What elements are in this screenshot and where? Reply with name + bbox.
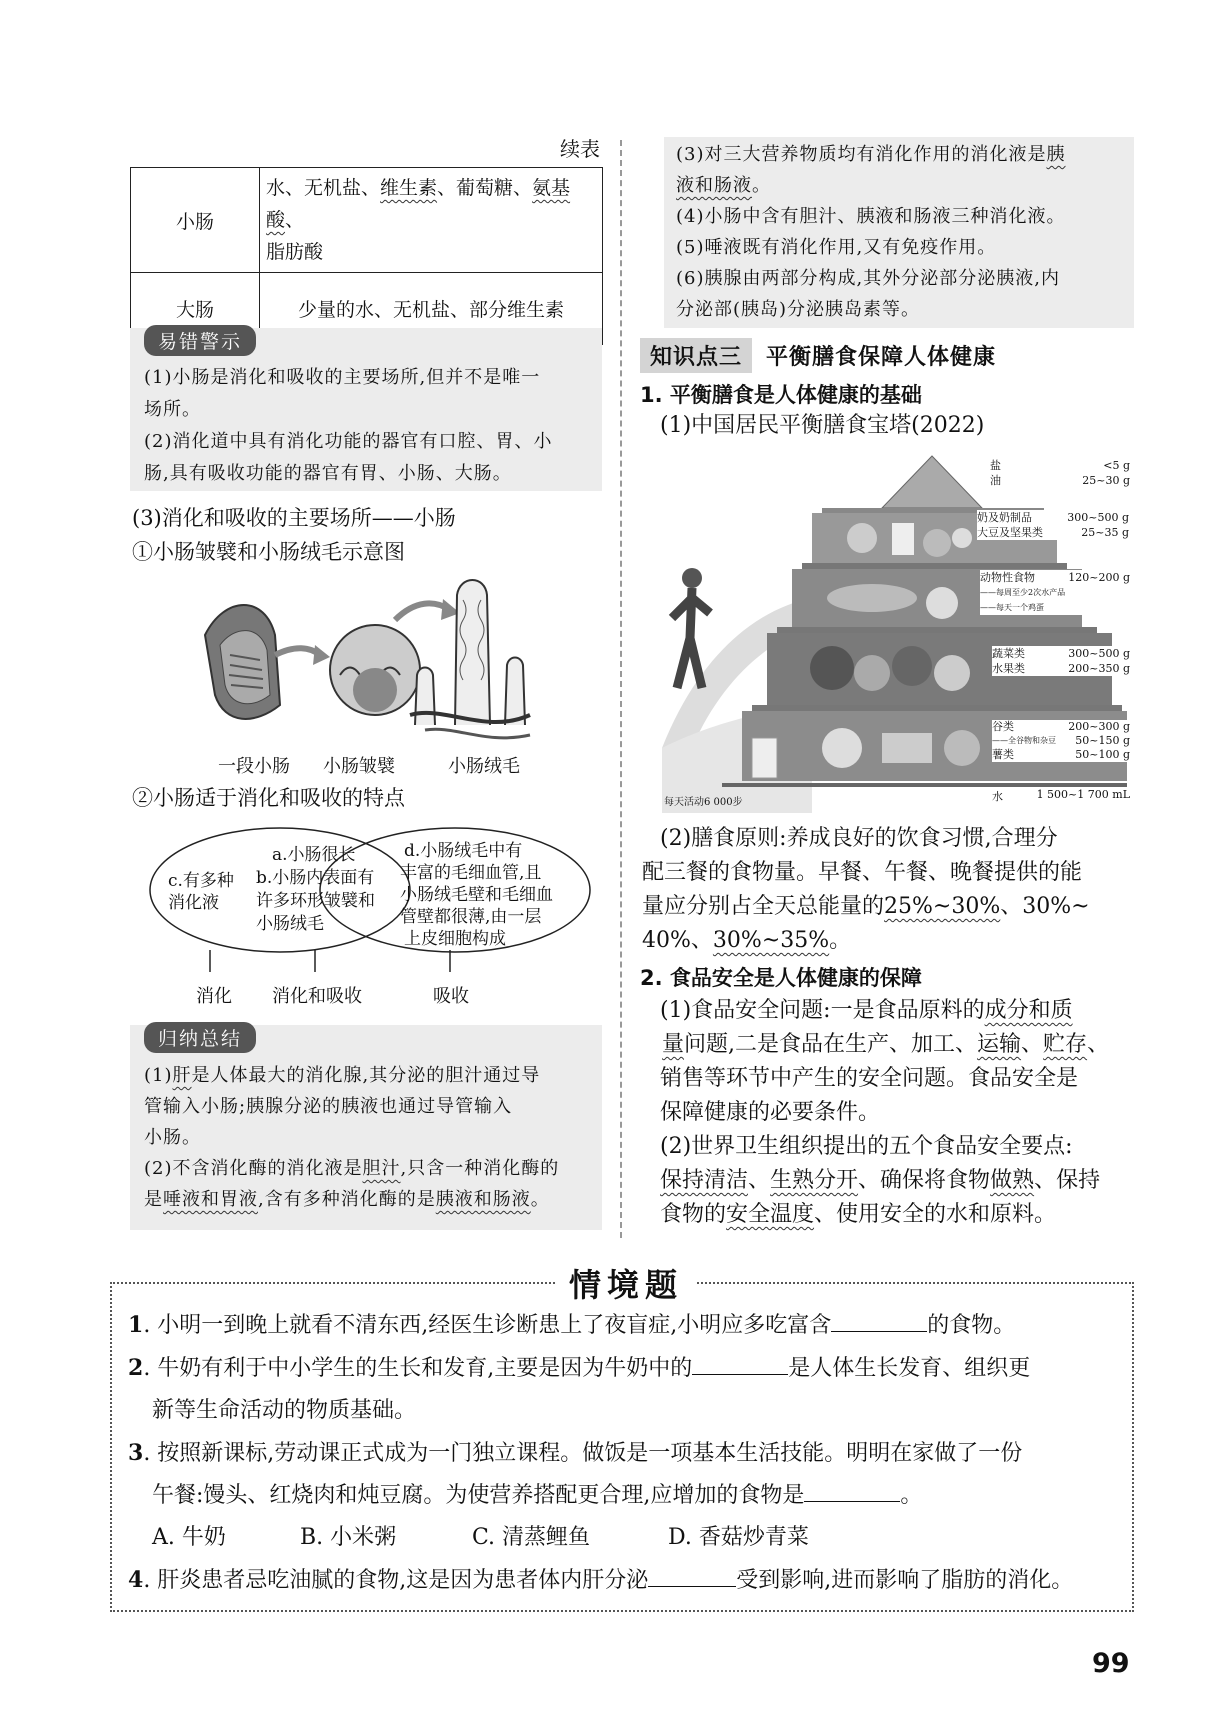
answer-blank[interactable] — [648, 1586, 736, 1587]
content-vitamin: 维生素 — [380, 177, 438, 199]
answer-dinner: 30%~35% — [712, 928, 830, 953]
pyramid-level-1 — [990, 458, 1130, 488]
safety-line — [660, 994, 1140, 1028]
answer-pancreatic-intestinal: 胰液和肠液 — [435, 1189, 531, 1210]
section3-heading: (3)消化和吸收的主要场所——小肠 — [132, 506, 456, 530]
food-note: ——全谷物和杂豆 — [992, 736, 1056, 745]
warning-box — [130, 328, 602, 491]
safety-line: (2)世界卫生组织提出的五个食品安全要点: — [660, 1134, 1073, 1159]
answer-bile: 胆汁 — [362, 1158, 401, 1179]
answer-quality: 量 — [662, 1032, 685, 1057]
venn-left — [168, 870, 234, 914]
venn-label-digestion: 消化 — [196, 986, 232, 1007]
option-d[interactable]: D. 香菇炒青菜 — [668, 1525, 809, 1550]
pyramid-activity: 每天活动6 000步 — [664, 797, 743, 808]
question-3-options — [128, 1517, 1128, 1559]
water-label: 水 — [992, 790, 1003, 803]
page-number: 99 — [1092, 1648, 1130, 1679]
text-part: 。 — [829, 928, 852, 953]
answer-breakfast: 25%~30% — [884, 894, 1001, 919]
answer-transport: 运输 — [977, 1032, 1022, 1057]
question-number: 1 — [128, 1312, 144, 1338]
pyramid-level-3 — [980, 570, 1130, 615]
text-part: 问题,二是食品在生产、加工、 — [684, 1032, 978, 1057]
content-part: 水、无机盐、 — [266, 177, 381, 199]
venn-right-line: 小肠绒毛壁和毛细血 — [400, 885, 553, 905]
question-number: 4 — [128, 1567, 144, 1593]
warning-tag — [144, 325, 256, 356]
venn-right-line: d.小肠绒毛中有 — [404, 841, 523, 861]
table-cell-content — [260, 168, 603, 273]
text-part: 、 — [1021, 1032, 1044, 1057]
section3-sub1: ①小肠皱襞和小肠绒毛示意图 — [132, 540, 405, 564]
food-amount: 50~150 g — [1075, 734, 1130, 747]
content-amino: 氨基酸 — [266, 177, 571, 231]
knowledge-heading — [640, 337, 996, 373]
answer-temperature: 安全温度 — [726, 1202, 815, 1227]
table-cell-organ: 小肠 — [131, 168, 260, 273]
answer-pancreatic-intestinal: 液和肠液 — [676, 175, 752, 196]
answer-cooked: 做熟 — [990, 1168, 1035, 1193]
scenario-questions — [128, 1304, 1128, 1602]
question-3-cont — [128, 1475, 1128, 1517]
text-part: 量应分别占全天总能量的 — [642, 894, 885, 919]
venn-mid-line: 许多环形皱襞和 — [256, 891, 375, 911]
question-2 — [128, 1347, 1128, 1390]
diet-line: (2)膳食原则:养成良好的饮食习惯,合理分 — [660, 826, 1058, 851]
intestine-illustration — [185, 575, 595, 755]
food-amount: 50~100 g — [1075, 748, 1130, 761]
notes-line: (6)胰腺由两部分构成,其外分泌部分泌胰液,内 — [676, 268, 1060, 289]
summary-line — [144, 1153, 599, 1184]
venn-right — [400, 840, 553, 950]
answer-blank[interactable] — [804, 1501, 900, 1502]
answer-separate: 生熟分开 — [770, 1168, 859, 1193]
knowledge-sub1: (1)中国居民平衡膳食宝塔(2022) — [660, 413, 985, 438]
diet-line — [642, 924, 1140, 958]
food-name: 谷类 — [992, 720, 1014, 733]
venn-right-line: 丰富的毛细血管,且 — [400, 863, 542, 883]
answer-composition: 成分和质 — [984, 998, 1073, 1023]
food-name: 水果类 — [992, 662, 1025, 675]
venn-label-both: 消化和吸收 — [272, 986, 362, 1007]
table-cell-content: 少量的水、无机盐、部分维生素 — [260, 273, 603, 345]
venn-mid-line: a.小肠很长 — [272, 845, 356, 865]
text-part: 、使用安全的水和原料。 — [814, 1202, 1057, 1227]
question-text: . 小明一到晚上就看不清东西,经医生诊断患上了夜盲症,小明应多吃富含 — [143, 1313, 832, 1338]
food-note: ——每天一个鸡蛋 — [980, 603, 1044, 612]
diet-line: 配三餐的食物量。早餐、午餐、晚餐提供的能 — [642, 860, 1083, 885]
summary-line: 管输入小肠;胰腺分泌的胰液也通过导管输入 — [144, 1096, 513, 1117]
heading-text: . 平衡膳食是人体健康的基础 — [654, 383, 922, 407]
notes-line — [676, 170, 1131, 201]
safety-line: 销售等环节中产生的安全问题。食品安全是 — [660, 1066, 1079, 1091]
food-name: 大豆及坚果类 — [977, 526, 1043, 539]
food-name: 薯类 — [992, 748, 1014, 761]
fig-label: 小肠皱襞 — [323, 756, 395, 777]
question-text: . 牛奶有利于中小学生的生长和发育,主要是因为牛奶中的 — [143, 1356, 693, 1381]
question-text: 的食物。 — [927, 1313, 1016, 1338]
venn-left-line: 消化液 — [168, 893, 219, 913]
food-amount: 25~35 g — [1081, 526, 1129, 539]
food-amount: 120~200 g — [1068, 571, 1130, 584]
venn-mid — [256, 844, 375, 936]
food-amount: 300~500 g — [1067, 511, 1129, 524]
question-4 — [128, 1559, 1128, 1602]
question-text: 受到影响,进而影响了脂肪的消化。 — [736, 1568, 1074, 1593]
food-name: 油 — [990, 474, 1001, 487]
venn-right-line: 上皮细胞构成 — [404, 929, 506, 949]
water-amount: 1 500~1 700 mL — [1036, 788, 1130, 801]
venn-left-line: c.有多种 — [168, 871, 234, 891]
nutrient-table — [130, 167, 603, 345]
notes-line: (4)小肠中含有胆汁、胰液和肠液三种消化液。 — [676, 206, 1066, 227]
food-amount: 300~500 g — [1068, 647, 1130, 660]
diet-line — [642, 890, 1140, 924]
question-number: 3 — [128, 1440, 144, 1466]
text-part: 、30%~ — [1000, 894, 1090, 919]
answer-pancreatic: 胰 — [1046, 144, 1066, 165]
option-c[interactable]: C. 清蒸鲤鱼 — [472, 1525, 591, 1550]
food-name: 盐 — [990, 459, 1001, 472]
heading-number: 2 — [640, 966, 655, 990]
text-part: 、 — [690, 928, 713, 953]
diet-pyramid — [662, 448, 1132, 813]
text-part: 40% — [642, 928, 691, 953]
warning-line: 场所。 — [144, 399, 201, 420]
food-name: 动物性食物 — [980, 571, 1035, 584]
fig-label: 一段小肠 — [218, 756, 290, 777]
venn-mid-line: b.小肠内表面有 — [256, 868, 375, 888]
answer-saliva-gastric: 唾液和胃液 — [163, 1189, 258, 1210]
summary-line: 小肠。 — [144, 1127, 201, 1148]
text-part: 、 — [748, 1168, 771, 1193]
venn-mid-line: 小肠绒毛 — [256, 914, 324, 934]
scenario-title: 情境题 — [555, 1260, 697, 1306]
text-part: ,含有多种消化酶的是 — [258, 1189, 436, 1210]
fig-label: 小肠绒毛 — [448, 756, 520, 777]
diet-principle — [642, 822, 1140, 958]
content-part: 、 — [285, 209, 305, 231]
notes-box — [664, 137, 1134, 328]
food-note: ——每周至少2次水产品 — [980, 588, 1066, 597]
pyramid-level-2 — [977, 510, 1129, 540]
summary-line — [144, 1184, 599, 1215]
section3-sub2: ②小肠适于消化和吸收的特点 — [132, 786, 405, 810]
text-part: ,只含一种消化酶的 — [400, 1158, 560, 1179]
heading-text: . 食品安全是人体健康的保障 — [654, 966, 922, 990]
food-safety-body — [660, 994, 1140, 1232]
table-row — [131, 168, 603, 273]
food-name: 奶及奶制品 — [977, 511, 1032, 524]
heading-number: 1 — [640, 383, 655, 407]
answer-blank[interactable] — [692, 1374, 788, 1375]
pyramid-level-5 — [992, 720, 1130, 762]
text-part: (1)食品安全问题:一是食品原料的 — [660, 998, 985, 1023]
pyramid-level-4 — [992, 646, 1130, 676]
summary-line — [144, 1060, 599, 1091]
safety-line — [662, 1028, 1140, 1062]
continued-label: 续表 — [560, 137, 600, 161]
question-text: 。 — [900, 1483, 923, 1508]
food-amount: 200~350 g — [1068, 662, 1130, 675]
notes-line — [676, 139, 1131, 170]
food-amount: <5 g — [1103, 459, 1130, 472]
food-amount: 25~30 g — [1082, 474, 1130, 487]
question-number: 2 — [128, 1355, 144, 1381]
text-part: 、保持 — [1034, 1168, 1101, 1193]
pyramid-water — [992, 788, 1130, 804]
venn-right-line: 管壁都很薄,由一层 — [400, 907, 542, 927]
safety-line — [660, 1198, 1140, 1232]
notes-line: (5)唾液既有消化作用,又有免疫作用。 — [676, 237, 997, 258]
warning-line: (2)消化道中具有消化功能的器官有口腔、胃、小 — [144, 431, 553, 452]
question-text: . 按照新课标,劳动课正式成为一门独立课程。做饭是一项基本生活技能。明明在家做了一份 — [143, 1441, 1023, 1466]
food-name: 蔬菜类 — [992, 647, 1025, 660]
question-text: . 肝炎患者忌吃油腻的食物,这是因为患者体内肝分泌 — [143, 1568, 649, 1593]
answer-liver: 肝 — [172, 1065, 192, 1086]
option-b[interactable]: B. 小米粥 — [300, 1525, 397, 1550]
question-text: 午餐:馒头、红烧肉和炖豆腐。为使营养搭配更合理,应增加的食物是 — [152, 1483, 805, 1508]
text-part: 食物的 — [660, 1202, 727, 1227]
warning-line: 肠,具有吸收功能的器官有胃、小肠、大肠。 — [144, 463, 512, 484]
option-a[interactable]: A. 牛奶 — [152, 1525, 226, 1550]
summary-box — [130, 1025, 602, 1230]
warning-tag-label: 易错警示 — [144, 325, 256, 356]
question-3 — [128, 1432, 1128, 1475]
food-amount: 200~300 g — [1068, 720, 1130, 733]
answer-clean: 保持清洁 — [660, 1168, 749, 1193]
notes-line: 分泌部(胰岛)分泌胰岛素等。 — [676, 299, 921, 320]
safety-line: 保障健康的必要条件。 — [660, 1100, 881, 1125]
summary-tag-label: 归纳总结 — [144, 1022, 256, 1053]
warning-line: (1)小肠是消化和吸收的主要场所,但并不是唯一 — [144, 367, 541, 388]
text-part: (1) — [144, 1065, 173, 1086]
text-part: (2)不含消化酶的消化液是 — [144, 1158, 363, 1179]
text-part: 。 — [530, 1189, 550, 1210]
summary-tag — [144, 1022, 256, 1053]
text-part: (3)对三大营养物质均有消化作用的消化液是 — [676, 144, 1047, 165]
text-part: 是人体最大的消化腺,其分泌的胆汁通过导 — [191, 1065, 541, 1086]
knowledge-h1 — [640, 379, 922, 409]
answer-storage: 贮存 — [1043, 1032, 1088, 1057]
text-part: 。 — [752, 175, 771, 196]
text-part: 是 — [144, 1189, 163, 1210]
question-1 — [128, 1304, 1128, 1347]
venn-label-absorption: 吸收 — [433, 986, 469, 1007]
safety-line — [660, 1164, 1140, 1198]
answer-blank[interactable] — [831, 1331, 927, 1332]
text-part: 、确保将食物 — [858, 1168, 991, 1193]
text-part: 、 — [1087, 1032, 1110, 1057]
content-part: 、葡萄糖、 — [437, 177, 533, 199]
food-safety-heading — [640, 962, 922, 992]
knowledge-title: 平衡膳食保障人体健康 — [766, 344, 997, 370]
question-2-cont: 新等生命活动的物质基础。 — [152, 1398, 417, 1423]
table-cell-organ: 大肠 — [131, 273, 260, 345]
column-divider — [620, 140, 622, 1238]
content-part: 脂肪酸 — [266, 241, 324, 263]
question-text: 是人体生长发育、组织更 — [788, 1356, 1031, 1381]
knowledge-tag: 知识点三 — [640, 338, 752, 373]
